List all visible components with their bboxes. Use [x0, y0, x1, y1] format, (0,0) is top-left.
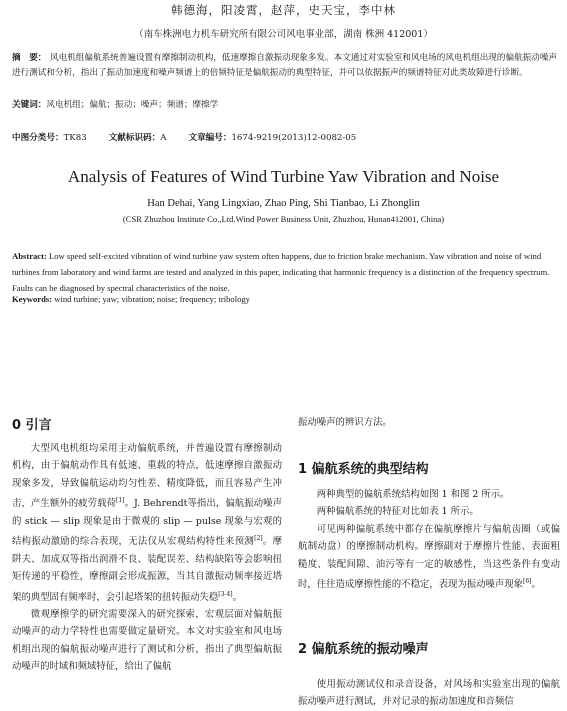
citation: [3-4]	[218, 590, 233, 598]
cn-authors: 韩德海，阳凌霄，赵萍，史天宝，李中林	[171, 3, 396, 17]
citation: [6]	[523, 578, 532, 586]
text-run: 可见两种偏航系统中都存在偏航摩擦片与偏航齿圈（或偏航制动盘）的摩擦制动机构。摩擦副对于摩擦片性能、表面粗糙度、装配间隙、油污等有一定的敏感性，当这些条件有变动时，往往造成摩擦性能的不稳定，表现为振动噪声现象	[298, 523, 560, 591]
section-2-paragraph-1: 使用振动测试仪和录音设备，对风场和实验室出现的偏航振动噪声进行测试，并对记录的振动加速度和音频信	[298, 679, 560, 708]
section-0-paragraph-2: 微观摩擦学的研究需要深入的研究探索，宏观层面对偏航振动噪声的动力学特性也需要做定量研究。本文对实验室和风电场机组出现的偏航振动噪声进行了测试和分析，指出了典型偏航振动噪声的时域和频域特征，给出了偏航	[12, 609, 282, 673]
cn-keywords-label: 关键词：	[12, 100, 47, 110]
text-run: 。J. Behrendt等指出，偏航振动噪声的 stick — slip 现象是由于微观的 slip — pulse 现象与宏观的结构振动激励的综合表现，无法仅从宏观结构特性来预测	[12, 498, 282, 548]
en-abstract-text: Low speed self-excited vibration of wind turbine yaw system often happens, due to friction brake mechanism. Yaw vibration and noise of wind turbines from laboratory and wind farms are tested and analyzed in this paper, indicating that harmonic frequency is a distinction of the frequency spectrum. Faults can be diagnosed by spectral characteristics of the noise.	[12, 251, 550, 293]
section-1-heading: 1 偏航系统的典型结构	[298, 462, 429, 477]
section-0-paragraph-1	[12, 440, 282, 606]
article-no-label: 文章编号：	[188, 133, 232, 143]
cn-affiliation: （南车株洲电力机车研究所有限公司风电事业部，湖南 株洲 412001）	[134, 29, 433, 40]
cn-abstract	[12, 51, 560, 81]
en-keywords	[12, 294, 250, 304]
right-column-continuation	[298, 414, 560, 431]
section-1-paragraph-2: 两种偏航系统的特征对比如表 1 所示。	[316, 506, 479, 518]
cn-keywords-text: 风电机组；偏航；振动；噪声；频谱；摩擦学	[46, 100, 219, 110]
article-no-value: 1674-9219(2013)12-0082-05	[231, 133, 357, 143]
en-abstract-label: Abstract:	[12, 251, 47, 261]
text-run: 。	[531, 579, 541, 591]
section-2-body	[298, 676, 560, 711]
citation: [2]	[254, 535, 263, 543]
section-1-body	[298, 486, 560, 594]
section-0-heading: 0 引言	[12, 418, 52, 433]
en-affiliation: (CSR Zhuzhou Institute Co.,Ltd.Wind Power Business Unit, Zhuzhou, Hunan412001, China)	[122, 214, 445, 224]
citation: [1]	[116, 497, 125, 505]
en-abstract	[12, 248, 562, 296]
doc-code-value: A	[160, 133, 167, 143]
en-keywords-label: Keywords:	[12, 294, 53, 304]
section-2-heading: 2 偏航系统的振动噪声	[298, 642, 429, 657]
doc-code-label: 文献标识码：	[108, 133, 161, 143]
left-column	[12, 440, 282, 676]
en-title: Analysis of Features of Wind Turbine Yaw Vibration and Noise	[67, 167, 500, 186]
cn-abstract-label: 摘 要：	[12, 53, 47, 63]
section-1-paragraph-3	[298, 521, 560, 594]
cn-keywords	[12, 98, 560, 110]
en-authors: Han Dehai, Yang Lingxiao, Zhao Ping, Shi Tianbao, Li Zhonglin	[147, 198, 420, 209]
clc-value: TK83	[63, 133, 87, 143]
section-1-paragraph-1: 两种典型的偏航系统结构如图 1 和图 2 所示。	[316, 489, 510, 500]
text-run: 。	[232, 591, 242, 603]
text-run: 大型风电机组均采用主动偏航系统，并普遍设置有摩擦制动机构，由于偏航动作具有低速、重载的特点，低速摩擦自激振动现象多发，导致偏航运动均匀性差、精度降低，而且容易产生冲击，产生额外的疲劳载荷	[12, 443, 282, 510]
en-keywords-text: wind turbine; yaw; vibration; noise; frequency; tribology	[54, 294, 250, 304]
text-run: 。摩阱夫、加成双等指出润滑不良、装配误差、结构缺陷等会影响扭矩传递的平稳性，摩擦副会形成振源，当其自激振动频率接近塔架的典型固有频率时，会引起塔架的扭转振动失稳	[12, 536, 282, 603]
section-0-paragraph-2-cont: 振动噪声的辨识方法。	[298, 417, 392, 428]
cn-abstract-text: 风电机组偏航系统普遍设置有摩擦制动机构，低速摩擦自激振动现象多发。本文通过对实验室和风电场的风电机组出现的偏航振动噪声进行测试和分析，指出了振动加速度和噪声频谱上的倍频特征是偏航振动的典型特征，并可以依据振声的频谱特征对此类故障进行诊断。	[12, 53, 558, 78]
clc-label: 中图分类号：	[12, 133, 64, 143]
classification-line	[12, 131, 356, 143]
